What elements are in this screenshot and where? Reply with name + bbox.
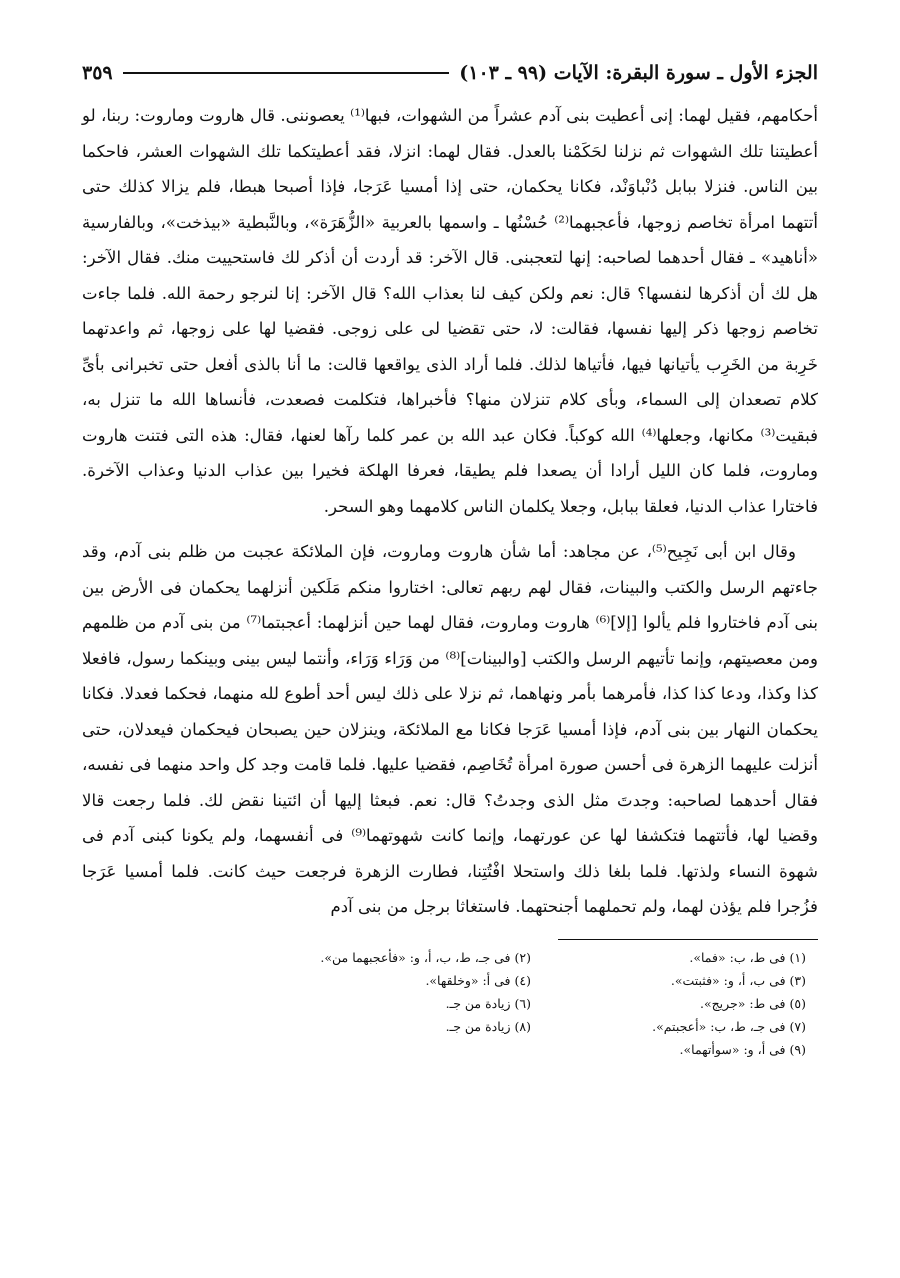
footnote: (٩) فى أ، و: «سوأتهما». <box>679 1041 806 1057</box>
page <box>82 58 818 1059</box>
footnote: (٨) زيادة من جـ. <box>445 1018 531 1034</box>
running-header <box>82 58 818 88</box>
body-text <box>82 98 818 925</box>
paragraph: أحكامهم، فقيل لهما: إنى أعطيت بنى آدم عشراً من الشهوات، فبها⁽¹⁾ يعصوننى. قال هاروت وماروت: ربنا، لو أعطيتنا تلك الشهوات ثم نزلنا لحَكَمْنا بالعدل. فقال لهما: انزلا، فقد أعطيتكما تلك الشهوات العشر، فاحكما بين الناس. فنزلا ببابل دُنْباوَنْد، فكانا يحكمان، حتى إذا أمسيا عَرَجا، فإذا أصبحا هبطا، فلم يزالا كذلك حتى أتتهما امرأة تخاصم زوجها، فأعجبهما⁽²⁾ حُسْنُها ـ واسمها بالعربية «الزُّهَرَة»، وبالنَّبطية «بيذخت»، وبالفارسية «أناهيد» ـ فقال أحدهما لصاحبه: إنها لتعجبنى. قال الآخر: قد أردت أن أذكر لك فاستحييت منك. فقال الآخر: هل لك أن أذكرها لنفسها؟ قال: نعم ولكن كيف لنا بعذاب الله؟ قال الآخر: إنا لنرجو رحمة الله. فلما جاءت تخاصم زوجها ذكر إليها نفسها، فقالت: لا، حتى تقضيا لى على زوجى. فقضيا لها على زوجها، ثم واعدتهما خَرِبة من الخَرِب يأتيانها فيها، فأتياها لذلك. فلما أراد الذى يواقعها قالت: ما أنا بالذى أفعل حتى تخبرانى بأىِّ كلام تصعدان إلى السماء، وبأى كلام تنزلان منها؟ فأخبراها، فتكلمت فصعدت، فأنساها الله ما تنزل به، فبقيت⁽³⁾ مكانها، وجعلها⁽⁴⁾ الله كوكباً. فكان عبد الله بن عمر كلما رآها لعنها، فقال: هذه التى فتنت هاروت وماروت، فلما كان الليل أرادا أن يصعدا فلم يطيقا، فعرفا الهلكة فخيرا بين عذاب الدنيا وعذاب الآخرة. فاختارا عذاب الدنيا، فعلقا ببابل، وجعلا يكلمان الناس كلامهما وهو السحر. <box>82 106 819 516</box>
footnote-divider <box>558 939 818 940</box>
footnote: (٥) فى ط: «جريج». <box>699 995 806 1011</box>
footnote: (١) فى ط، ب: «فما». <box>689 949 806 965</box>
footnote: (٤) فى أ: «وخلقها». <box>425 972 531 988</box>
footnotes <box>82 948 818 1059</box>
page-number: ٣٥٩ <box>82 62 113 84</box>
header-title: الجزء الأول ـ سورة البقرة: الآيات (٩٩ ـ ١٠٣) <box>459 62 818 84</box>
paragraph: وقال ابن أبى نَجِيح⁽⁵⁾، عن مجاهد: أما شأن هاروت وماروت، فإن الملائكة عجبت من ظلم بنى آدم، وقد جاءتهم الرسل والكتب والبينات، فقال لهم ربهم تعالى: اختاروا منكم مَلَكين أنزلهما يحكمان فى الأرض بين بنى آدم فاختاروا فلم يألوا [إلا]⁽⁶⁾ هاروت وماروت، فقال لهما حين أنزلهما: أعجبتما⁽⁷⁾ من بنى آدم من ظلمهم ومن معصيتهم، وإنما تأتيهم الرسل والكتب [والبينات]⁽⁸⁾ من وَرَاء وَرَاء، وأنتما ليس بينى وبينكما رسول، فافعلا كذا وكذا، ودعا كذا كذا، فأمرهما بأمر ونهاهما، ثم نزلا على ذلك ليس أحد أطوع لله منهما، فحكما فعدلا. فكانا يحكمان النهار بين بنى آدم، فإذا أمسيا عَرَجا فكانا مع الملائكة، وينزلان حين يصبحان فيحكمان فيعدلان، حتى أنزلت عليهما الزهرة فى أحسن صورة امرأة تُخَاصِم، فقضيا عليها. فلما قامت وجد كل واحد منهما فى نفسه، فقال أحدهما لصاحبه: وجدتَ مثل الذى وجدتُ؟ قال: نعم. فبعثا إليها أن ائتينا نقض لك. فلما رجعت قالا وقضيا لها، فأتتهما فتكشفا لها عن عورتهما، وإنما كانت شهوتهما⁽⁹⁾ فى أنفسهما، ولم يكونا كبنى آدم فى شهوة النساء ولذتها. فلما بلغا ذلك واستحلا افْتُتِنا، فطارت الزهرة فرجعت حيث كانت. فلما أمسيا عَرَجا فزُجرا فلم يؤذن لهما، ولم تحملهما أجنحتهما. فاستغاثا برجل من بنى آدم <box>82 542 818 916</box>
footnote: (٦) زيادة من جـ. <box>445 995 531 1011</box>
footnote: (٣) فى ب، أ، و: «فثبتت». <box>670 972 806 988</box>
header-rule <box>123 72 450 74</box>
footnote: (٢) فى جـ، ط، ب، أ، و: «فأعجبهما من». <box>320 949 531 965</box>
footnote: (٧) فى جـ، ط، ب: «أعجبتم». <box>652 1018 806 1034</box>
